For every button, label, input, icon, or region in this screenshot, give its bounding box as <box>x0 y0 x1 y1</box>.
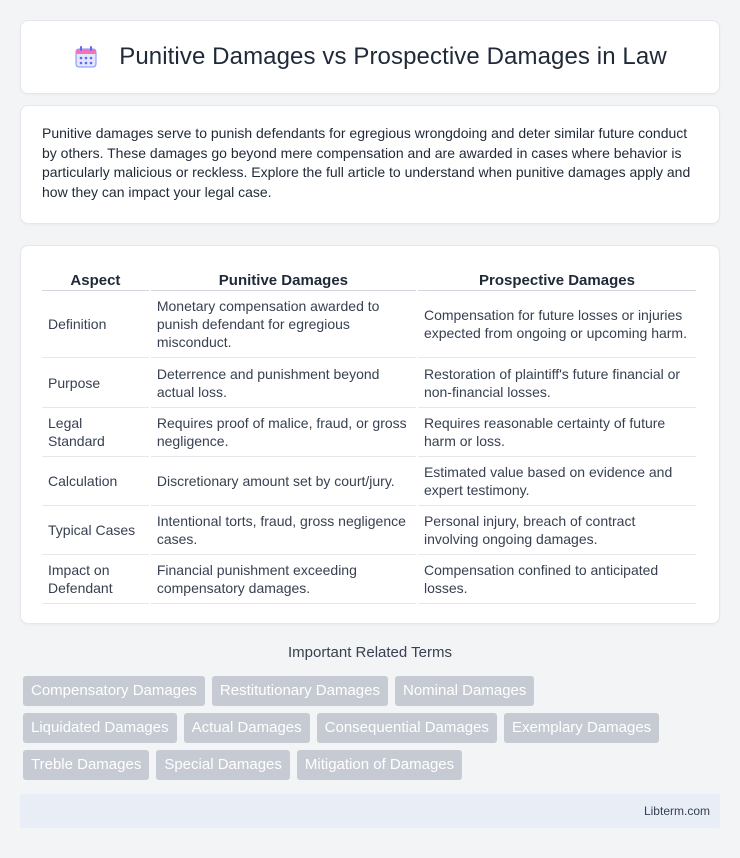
tag-nominal-damages[interactable]: Nominal Damages <box>395 676 534 706</box>
related-terms-title: Important Related Terms <box>288 644 452 661</box>
table-row <box>42 555 696 604</box>
tag-row <box>23 750 723 780</box>
table-row <box>42 358 696 408</box>
footer <box>20 794 720 828</box>
intro-text: Punitive damages serve to punish defendants for egregious wrongdoing and deter similar future conduct by others. These damages go beyond mere compensation and are awarded in cases where behavior is particularly malicious or reckless. Explore the full article to understand when punitive damages apply and how they can impact your legal case. <box>42 125 691 200</box>
table-cell-aspect: Impact on Defendant <box>42 555 149 604</box>
table-cell-punitive: Deterrence and punishment beyond actual loss. <box>151 358 416 408</box>
table-cell-punitive: Monetary compensation awarded to punish defendant for egregious misconduct. <box>151 291 416 358</box>
table-row <box>42 408 696 457</box>
page-title: Punitive Damages vs Prospective Damages in Law <box>119 43 667 70</box>
related-terms <box>23 676 723 787</box>
table-cell-prospective: Restoration of plaintiff's future financial or non-financial losses. <box>418 358 696 408</box>
table-cell-punitive: Discretionary amount set by court/jury. <box>151 457 416 506</box>
tag-consequential-damages[interactable]: Consequential Damages <box>317 713 497 743</box>
column-header-aspect: Aspect <box>42 264 149 291</box>
table-cell-punitive: Intentional torts, fraud, gross negligence cases. <box>151 506 416 555</box>
column-header-prospective: Prospective Damages <box>418 264 696 291</box>
calendar-icon <box>73 44 99 70</box>
table-header-row <box>42 264 696 291</box>
tag-row <box>23 713 723 743</box>
table-cell-aspect: Typical Cases <box>42 506 149 555</box>
table-cell-prospective: Compensation for future losses or injuries expected from ongoing or upcoming harm. <box>418 291 696 358</box>
footer-brand[interactable]: Libterm.com <box>643 804 710 818</box>
intro-card <box>20 105 720 224</box>
table-cell-aspect: Calculation <box>42 457 149 506</box>
tag-special-damages[interactable]: Special Damages <box>156 750 290 780</box>
table-cell-prospective: Compensation confined to anticipated losses. <box>418 555 696 604</box>
table-row <box>42 506 696 555</box>
table-cell-aspect: Purpose <box>42 358 149 408</box>
tag-restitutionary-damages[interactable]: Restitutionary Damages <box>212 676 388 706</box>
tag-exemplary-damages[interactable]: Exemplary Damages <box>504 713 659 743</box>
table-cell-prospective: Requires reasonable certainty of future harm or loss. <box>418 408 696 457</box>
table-cell-aspect: Legal Standard <box>42 408 149 457</box>
table-cell-prospective: Personal injury, breach of contract involving ongoing damages. <box>418 506 696 555</box>
table-cell-punitive: Financial punishment exceeding compensatory damages. <box>151 555 416 604</box>
table-row <box>42 291 696 358</box>
table-row <box>42 457 696 506</box>
header-card <box>20 20 720 94</box>
table-cell-punitive: Requires proof of malice, fraud, or gross negligence. <box>151 408 416 457</box>
tag-treble-damages[interactable]: Treble Damages <box>23 750 149 780</box>
tag-liquidated-damages[interactable]: Liquidated Damages <box>23 713 177 743</box>
tag-actual-damages[interactable]: Actual Damages <box>184 713 310 743</box>
table-cell-prospective: Estimated value based on evidence and expert testimony. <box>418 457 696 506</box>
tag-mitigation-of-damages[interactable]: Mitigation of Damages <box>297 750 462 780</box>
table-cell-aspect: Definition <box>42 291 149 358</box>
comparison-table <box>40 264 698 604</box>
comparison-table-card <box>20 245 720 624</box>
column-header-punitive: Punitive Damages <box>151 264 416 291</box>
header <box>73 43 667 71</box>
tag-row <box>23 676 723 706</box>
tag-compensatory-damages[interactable]: Compensatory Damages <box>23 676 205 706</box>
